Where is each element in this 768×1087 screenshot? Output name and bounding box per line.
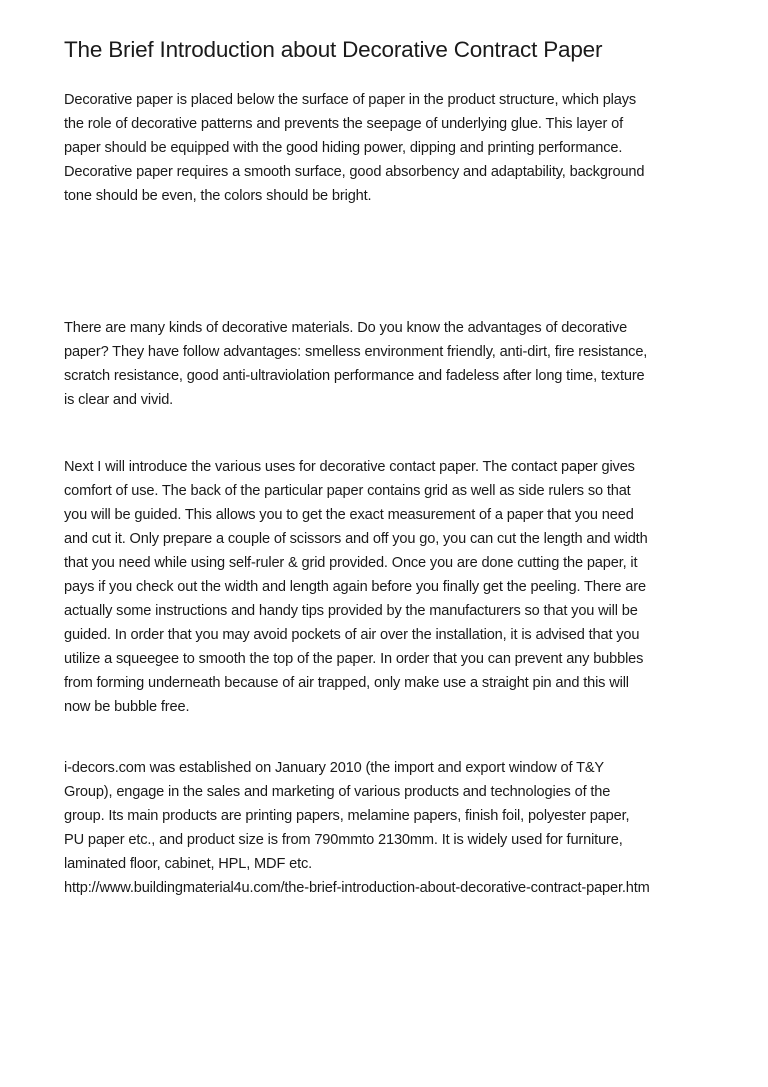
- text-line: the role of decorative patterns and prevents the seepage of underlying glue. This layer of: [64, 116, 623, 132]
- text-line: pays if you check out the width and length again before you finally get the peeling. There are: [64, 579, 646, 595]
- paragraph-company: [64, 756, 650, 900]
- text-line: and cut it. Only prepare a couple of scissors and off you go, you can cut the length and width: [64, 531, 648, 547]
- text-line: http://www.buildingmaterial4u.com/the-brief-introduction-about-decorative-contract-paper.htm: [64, 880, 650, 896]
- text-line: comfort of use. The back of the particular paper contains grid as well as side rulers so that: [64, 483, 631, 499]
- text-line: actually some instructions and handy tips provided by the manufacturers so that you will be: [64, 603, 638, 619]
- text-line: i-decors.com was established on January 2010 (the import and export window of T&Y: [64, 760, 604, 776]
- text-line: Decorative paper is placed below the surface of paper in the product structure, which plays: [64, 92, 637, 108]
- text-line: Group), engage in the sales and marketing of various products and technologies of the: [64, 784, 611, 800]
- text-line: is clear and vivid.: [64, 392, 174, 408]
- text-line: scratch resistance, good anti-ultraviolation performance and fadeless after long time, texture: [64, 368, 645, 384]
- text-line: utilize a squeegee to smooth the top of the paper. In order that you can prevent any bubbles: [64, 651, 644, 667]
- text-line: you will be guided. This allows you to get the exact measurement of a paper that you need: [64, 507, 634, 523]
- text-line: from forming underneath because of air trapped, only make use a straight pin and this will: [64, 675, 629, 691]
- text-line: Next I will introduce the various uses for decorative contact paper. The contact paper gives: [64, 459, 635, 475]
- text-line: Decorative paper requires a smooth surface, good absorbency and adaptability, background: [64, 164, 645, 180]
- document-title: The Brief Introduction about Decorative Contract Paper: [64, 37, 603, 62]
- text-line: paper should be equipped with the good hiding power, dipping and printing performance.: [64, 140, 623, 156]
- text-line: tone should be even, the colors should be bright.: [64, 188, 372, 204]
- text-line: that you need while using self-ruler & grid provided. Once you are done cutting the paper, it: [64, 555, 638, 571]
- paragraph-uses: [64, 455, 648, 719]
- text-line: now be bubble free.: [64, 699, 190, 715]
- text-line: group. Its main products are printing papers, melamine papers, finish foil, polyester paper,: [64, 808, 630, 824]
- paragraph-decorative-paper: [64, 88, 644, 208]
- paragraph-advantages: [64, 316, 647, 412]
- text-line: PU paper etc., and product size is from 790mmto 2130mm. It is widely used for furniture,: [64, 832, 623, 848]
- text-line: There are many kinds of decorative materials. Do you know the advantages of decorative: [64, 320, 628, 336]
- text-line: laminated floor, cabinet, HPL, MDF etc.: [64, 856, 313, 872]
- text-line: guided. In order that you may avoid pockets of air over the installation, it is advised that you: [64, 627, 640, 643]
- text-line: paper? They have follow advantages: smelless environment friendly, anti-dirt, fire resistance,: [64, 344, 648, 360]
